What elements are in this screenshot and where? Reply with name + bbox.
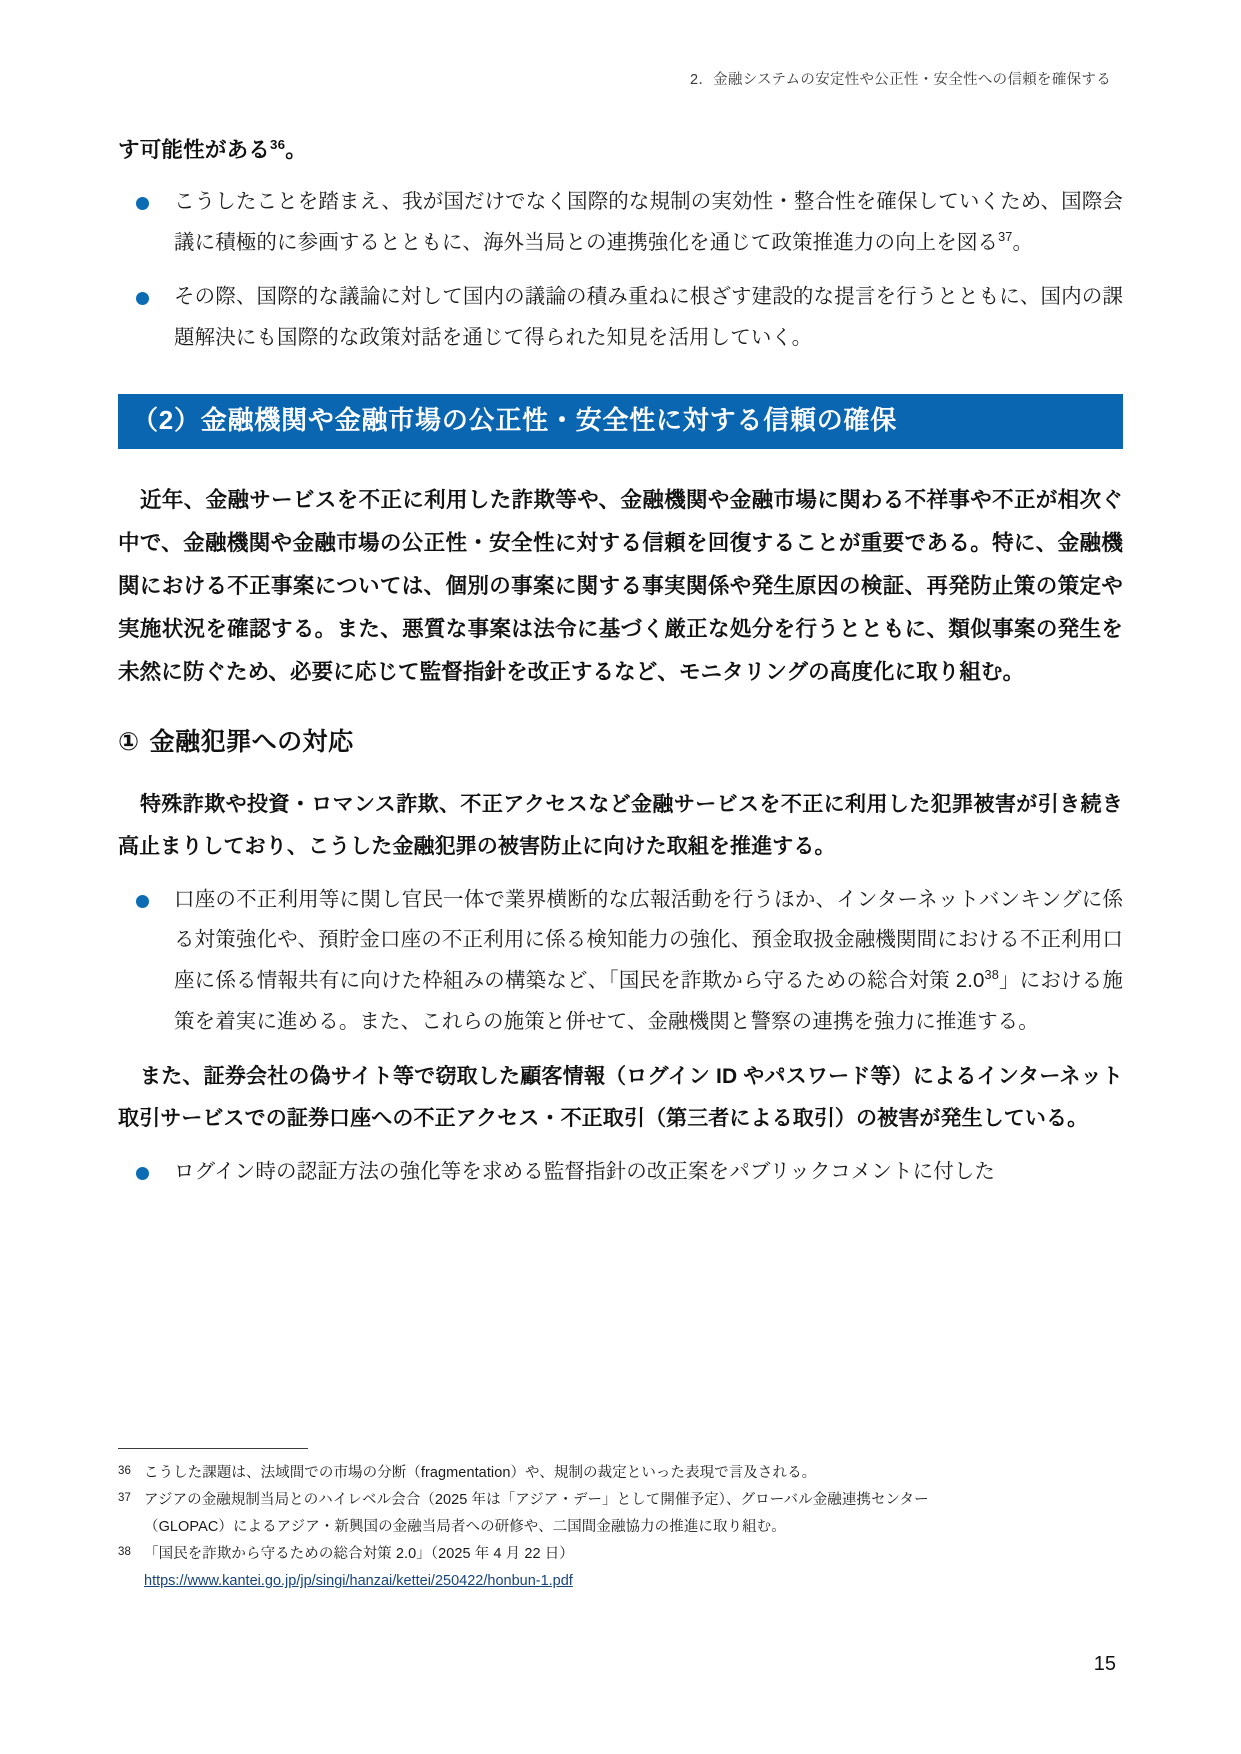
list-item-text: こうしたことを踏まえ、我が国だけでなく国際的な規制の実効性・整合性を確保していくため、国際会議に積極的に参画するとともに、海外当局との連携強化を通じて政策推進力の向上を図る [174, 189, 1123, 254]
list-item [118, 1152, 1123, 1193]
list-item-text-cont: 」における施策を着実に進める。また、これらの施策と併せて、金融機関と警察の連携を強力に推進する。 [174, 968, 1123, 1033]
list-item-text: 口座の不正利用等に関し官民一体で業界横断的な広報活動を行うほか、インターネットバンキングに係る対策強化や、預貯金口座の不正利用に係る検知能力の強化、預金取扱金融機関間における不正利用口座に係る情報共有に向けた枠組みの構築など、「国民を詐欺から守るための総合対策 2.0 [174, 887, 1123, 992]
list-item-tail: 。 [1012, 230, 1034, 254]
footnote-ref-37: 37 [998, 228, 1013, 244]
footnotes-section [118, 1448, 1123, 1594]
page-content [118, 130, 1123, 1207]
footnote-text: アジアの金融規制当局とのハイレベル会合（2025 年は「アジア・デー」として開催予定）、グローバル金融連携センター [144, 1492, 929, 1509]
footnote-ref-36: 36 [270, 136, 286, 152]
bullet-dot-icon [136, 197, 149, 210]
lead-paragraph: 近年、金融サービスを不正に利用した詐欺等や、金融機関や金融市場に関わる不祥事や不正が相次ぐ中で、金融機関や金融市場の公正性・安全性に対する信頼を回復することが重要である。特に、金融機関における不正事案については、個別の事案に関する事実関係や発生原因の検証、再発防止策の策定や実施状況を確認する。また、悪質な事案は法令に基づく厳正な処分を行うとともに、類似事案の発生を未然に防ぐため、必要に応じて監督指針を改正するなど、モニタリングの高度化に取り組む。 [118, 488, 1123, 685]
footnote-entry [118, 1461, 1123, 1486]
continued-paragraph [118, 130, 1123, 172]
bullet-dot-icon [136, 292, 149, 305]
bullet-list-crime-2 [118, 1152, 1123, 1193]
footnote-text-continued: （GLOPAC）によるアジア・新興国の金融当局者への研修や、二国間金融協力の推進に取り組む。 [144, 1519, 786, 1536]
footnote-text: 「国民を詐欺から守るための総合対策 2.0」（2025 年 4 月 22 日） [144, 1546, 574, 1563]
page-number: 15 [1093, 1653, 1116, 1675]
bullet-dot-icon [136, 1167, 149, 1180]
footnote-link[interactable]: https://www.kantei.go.jp/jp/singi/hanzai/kettei/250422/honbun-1.pdf [144, 1573, 573, 1590]
subsection-title: 金融犯罪への対応 [149, 728, 354, 757]
list-item [118, 182, 1123, 263]
list-item-text: ログイン時の認証方法の強化等を求める監督指針の改正案をパブリックコメントに付した [174, 1160, 996, 1184]
footnote-number: 38 [118, 1546, 131, 1559]
section-heading-bar: （2）金融機関や金融市場の公正性・安全性に対する信頼の確保 [118, 394, 1123, 449]
footnote-separator-rule [118, 1448, 308, 1449]
subsection-heading [118, 724, 1123, 762]
footnote-entry [118, 1542, 1123, 1567]
footnote-text: こうした課題は、法域間での市場の分断（fragmentation）や、規制の裁定といった表現で言及される。 [144, 1465, 817, 1482]
lead-paragraph-3: また、証券会社の偽サイト等で窃取した顧客情報（ログイン ID やパスワード等）によるインターネット取引サービスでの証券口座への不正アクセス・不正取引（第三者による取引）の被害が発生している。 [118, 1065, 1123, 1131]
bullet-dot-icon [136, 895, 149, 908]
bullet-list-top [118, 182, 1123, 358]
footnote-entry [118, 1488, 1123, 1513]
list-item [118, 277, 1123, 358]
footnote-number: 36 [118, 1465, 131, 1478]
running-header: 2．金融システムの安定性や公正性・安全性への信頼を確保する [689, 72, 1111, 88]
continued-paragraph-text: す可能性がある [118, 138, 271, 162]
subsection-number: ① [118, 728, 140, 757]
list-item [118, 880, 1123, 1042]
bullet-list-crime-1 [118, 880, 1123, 1042]
lead-paragraph-2: 特殊詐欺や投資・ロマンス詐欺、不正アクセスなど金融サービスを不正に利用した犯罪被害が引き続き高止まりしており、こうした金融犯罪の被害防止に向けた取組を推進する。 [118, 792, 1123, 858]
list-item-text: その際、国際的な議論に対して国内の議論の積み重ねに根ざす建設的な提言を行うとともに、国内の課題解決にも国際的な政策対話を通じて得られた知見を活用していく。 [174, 285, 1123, 349]
footnote-number: 37 [118, 1492, 131, 1505]
continued-paragraph-tail: 。 [285, 138, 307, 162]
footnote-ref-38: 38 [984, 967, 999, 983]
